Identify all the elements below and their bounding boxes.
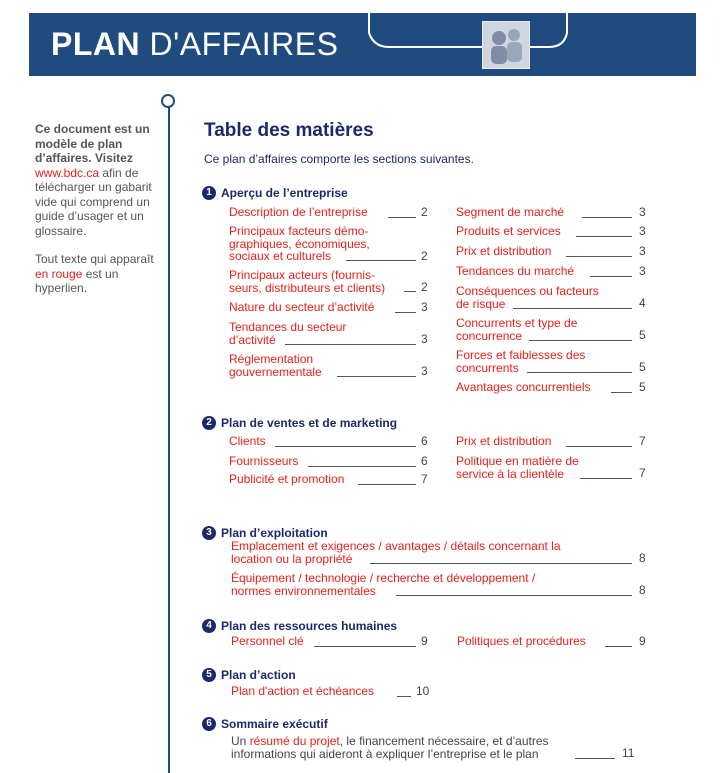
toc-entry-link[interactable]: Publicité et promotion [229, 472, 345, 486]
page-number: 3 [421, 364, 428, 378]
toc-entry-link[interactable]: Avantages concurrentiels [456, 380, 591, 394]
divider-circle [161, 94, 175, 108]
leader-line [566, 256, 632, 257]
page-number: 3 [421, 300, 428, 314]
section-number-badge: 4 [202, 619, 216, 633]
toc-entry-link[interactable]: Fournisseurs [229, 454, 299, 468]
page-number: 3 [639, 264, 646, 278]
page-number: 11 [622, 746, 635, 760]
leader-line [285, 344, 416, 345]
page-number: 3 [421, 332, 428, 346]
toc-entry-link[interactable]: Réglementation gouvernementale [229, 352, 322, 379]
leader-line [590, 276, 632, 277]
leader-line [575, 758, 615, 759]
toc-entry-link[interactable]: Plan d'action et échéances [231, 684, 375, 698]
section-number-badge: 3 [202, 526, 216, 540]
page-number: 7 [639, 466, 646, 480]
header-banner [29, 13, 696, 76]
leader-line [580, 478, 632, 479]
toc-entry-link[interactable]: Segment de marché [456, 205, 565, 219]
leader-line [605, 646, 632, 647]
toc-entry-link[interactable]: Politiques et procédures [457, 634, 586, 648]
toc-entry-link[interactable]: Description de l’entreprise [229, 205, 368, 219]
project-summary-link[interactable]: résumé du projet [249, 734, 340, 748]
page-number: 2 [421, 280, 428, 294]
toc-entry-link[interactable]: Tendances du marché [456, 264, 575, 278]
leader-line [397, 696, 411, 697]
leader-line [527, 372, 632, 373]
page-number: 4 [639, 296, 646, 310]
leader-line [404, 291, 416, 292]
leader-line [314, 646, 416, 647]
toc-entry-link[interactable]: Tendances du secteur d’activité [229, 320, 347, 347]
section-number-badge: 1 [202, 186, 216, 200]
toc-entry-link[interactable]: Produits et services [456, 224, 561, 238]
section-heading: 3 Plan d’exploitation [202, 526, 328, 540]
leader-line [308, 466, 416, 467]
toc-entry-link[interactable]: Conséquences ou facteurs de risque [456, 284, 599, 311]
section-number-badge: 6 [202, 717, 216, 731]
leader-line [370, 563, 632, 564]
page-number: 5 [639, 328, 646, 342]
page-number: 9 [639, 634, 646, 648]
leader-line [275, 446, 416, 447]
leader-line [529, 340, 632, 341]
page-number: 8 [639, 583, 646, 597]
page-number: 8 [639, 551, 646, 565]
toc-entry-link[interactable]: Clients [229, 434, 266, 448]
toc-entry-link[interactable]: Prix et distribution [456, 434, 552, 448]
toc-title: Table des matières [204, 120, 374, 141]
toc-entry-link[interactable]: Emplacement et exigences / avantages / détails concernant la location ou la propriété [231, 539, 561, 566]
page-number: 3 [639, 224, 646, 238]
toc-entry-link[interactable]: Forces et faiblesses des concurrents [456, 348, 586, 375]
toc-entry-link[interactable]: Principaux facteurs démo- graphiques, économiques, sociaux et culturels [229, 224, 370, 263]
toc-entry-link[interactable]: Nature du secteur d’activité [229, 300, 375, 314]
toc-entry-link[interactable]: Personnel clé [231, 634, 304, 648]
leader-line [395, 312, 416, 313]
page-number: 2 [421, 249, 428, 263]
page-number: 3 [639, 205, 646, 219]
toc-entry-link[interactable]: Concurrents et type de concurrence [456, 316, 578, 343]
page-number: 5 [639, 360, 646, 374]
toc-intro: Ce plan d’affaires comporte les sections suivantes. [204, 152, 474, 166]
page-number: 6 [421, 454, 428, 468]
toc-entry-link[interactable]: Équipement / technologie / recherche et développement / normes environnementales [231, 571, 536, 598]
section-heading: 5 Plan d’action [202, 668, 296, 682]
page-number: 10 [416, 684, 430, 698]
leader-line [566, 446, 632, 447]
page-number: 6 [421, 434, 428, 448]
leader-line [337, 376, 416, 377]
toc-entry-summary: Un résumé du projet, le financement nécessaire, et d’autres informations qui aideront à expliquer l’entreprise et le plan [231, 734, 549, 761]
section-heading: 1 Aperçu de l’entreprise [202, 186, 348, 200]
leader-line [582, 217, 632, 218]
toc-entry-link[interactable]: Principaux acteurs (fournis- seurs, distributeurs et clients) [229, 268, 386, 295]
leader-line [388, 217, 416, 218]
leader-line [358, 484, 416, 485]
leader-line [513, 308, 632, 309]
toc-entry-link[interactable]: Politique en matière de service à la clientèle [456, 454, 579, 481]
page-number: 7 [421, 472, 428, 486]
page-number: 2 [421, 205, 428, 219]
leader-line [396, 595, 632, 596]
section-number-badge: 5 [202, 668, 216, 682]
section-heading: 6 Sommaire exécutif [202, 717, 328, 731]
page-number: 9 [421, 634, 428, 648]
people-photo-icon [482, 21, 530, 69]
section-heading: 2 Plan de ventes et de marketing [202, 416, 397, 430]
leader-line [576, 236, 632, 237]
toc-entry-link[interactable]: Prix et distribution [456, 244, 552, 258]
page-number: 7 [639, 434, 646, 448]
sidebar-divider-line [168, 104, 170, 773]
leader-line [611, 392, 632, 393]
section-heading: 4 Plan des ressources humaines [202, 619, 397, 633]
section-number-badge: 2 [202, 416, 216, 430]
page-number: 5 [639, 380, 646, 394]
bdc-link[interactable]: www.bdc.ca [35, 165, 100, 180]
leader-line [346, 260, 416, 261]
header-title: PLAN D'AFFAIRES [51, 26, 339, 62]
sidebar-note: Ce document est un modèle de plan d’affaires. Visitez www.bdc.ca afin de télécharger un gabarit vide qui comprend un guide d’usager et un glossaire. Tout texte qui apparaît en rouge est un hyperlien. [35, 122, 154, 295]
page-number: 3 [639, 244, 646, 258]
